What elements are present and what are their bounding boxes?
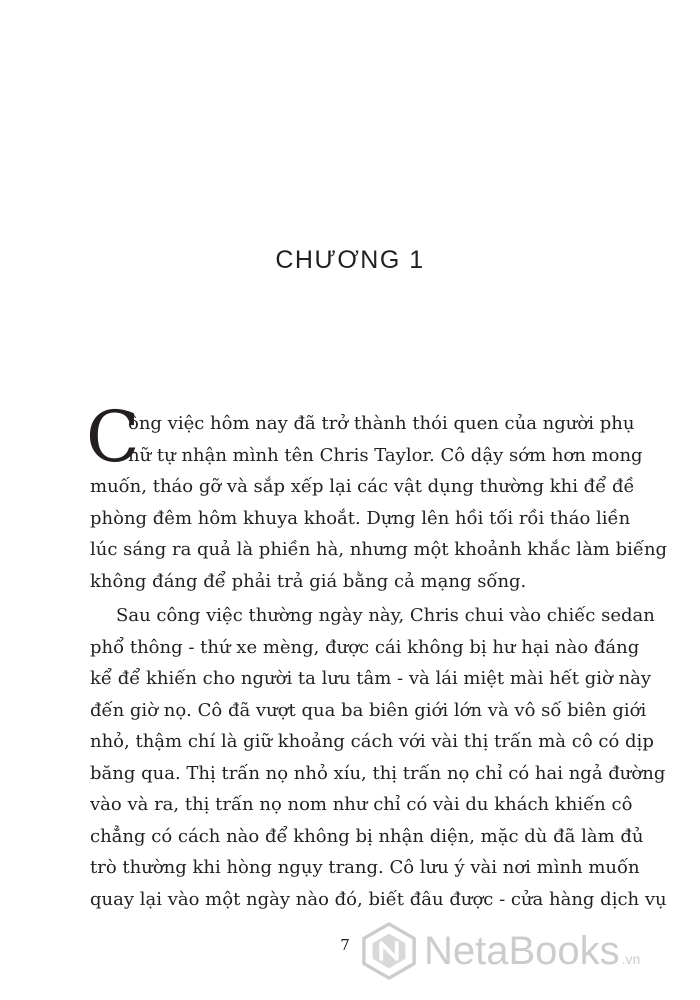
text-line: Sau công việc thường ngày này, Chris chui vào chiếc sedan <box>116 605 655 626</box>
page-number: 7 <box>340 936 350 954</box>
paragraph-1 <box>90 408 668 597</box>
watermark-brand: NetaBooks <box>424 928 620 973</box>
text-line: đến giờ nọ. Cô đã vượt qua ba biên giới lớn và vô số biên giới <box>90 699 647 721</box>
text-line: phổ thông - thứ xe mèng, được cái không bị hư hại nào đáng <box>90 636 640 658</box>
text-line: vào và ra, thị trấn nọ nom như chỉ có vài du khách khiến cô <box>90 794 633 815</box>
text-line: chẳng có cách nào để không bị nhận diện, mặc dù đã làm đủ <box>90 825 644 847</box>
watermark <box>360 916 690 986</box>
text-line: không đáng để phải trả giá bằng cả mạng sống. <box>90 570 527 592</box>
drop-cap: C <box>86 396 140 478</box>
text-line: nữ tự nhận mình tên Chris Taylor. Cô dậy sớm hơn mong <box>128 444 643 466</box>
text-line: nhỏ, thậm chí là giữ khoảng cách với vài thị trấn mà cô có dịp <box>90 731 654 752</box>
text-line: ông việc hôm nay đã trở thành thói quen của người phụ <box>128 413 635 434</box>
text-line: lúc sáng ra quả là phiền hà, nhưng một khoảnh khắc làm biếng <box>90 539 668 560</box>
text-line: muốn, tháo gỡ và sắp xếp lại các vật dụng thường khi để đề <box>90 476 635 497</box>
text-line: phòng đêm hôm khuya khoắt. Dựng lên hồi tối rồi tháo liền <box>90 507 631 529</box>
paragraph-2 <box>90 600 667 915</box>
text-line: kể để khiến cho người ta lưu tâm - và lái miệt mài hết giờ này <box>90 668 652 689</box>
text-line: trò thường khi hòng ngụy trang. Cô lưu ý vài nơi mình muốn <box>90 857 640 878</box>
body-text <box>90 408 668 915</box>
text-line: băng qua. Thị trấn nọ nhỏ xíu, thị trấn nọ chỉ có hai ngả đường <box>90 762 666 784</box>
chapter-title: CHƯƠNG 1 <box>275 246 425 274</box>
text-line: quay lại vào một ngày nào đó, biết đâu được - cửa hàng dịch vụ <box>90 888 667 910</box>
watermark-suffix: .vn <box>621 951 641 967</box>
netabooks-logo-icon <box>360 922 418 980</box>
